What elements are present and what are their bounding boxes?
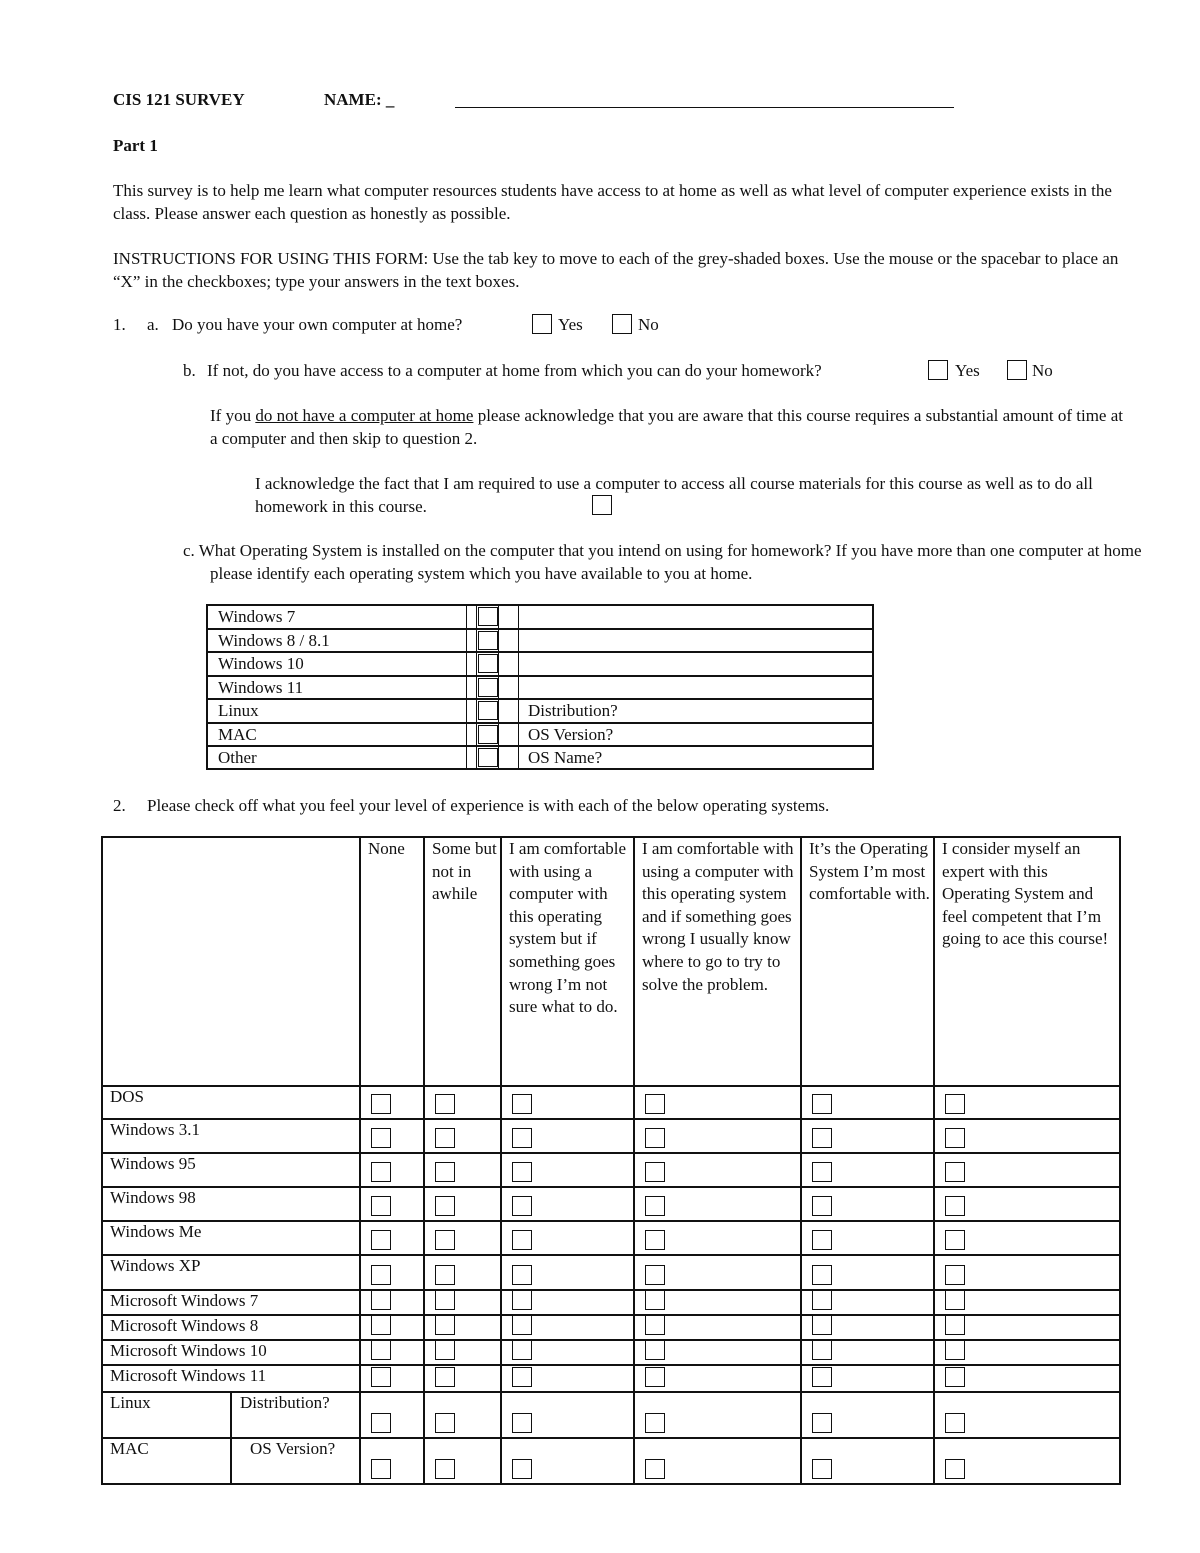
experience-checkbox[interactable] — [371, 1315, 391, 1335]
experience-checkbox[interactable] — [945, 1094, 965, 1114]
experience-checkbox[interactable] — [812, 1196, 832, 1216]
experience-checkbox[interactable] — [945, 1265, 965, 1285]
os-cell-divider — [476, 606, 477, 628]
os-name: Windows 10 — [218, 654, 304, 673]
os-checkbox[interactable] — [478, 654, 498, 673]
grid-row-sub-label: OS Version? — [250, 1439, 336, 1458]
os-cell-divider — [476, 653, 477, 675]
grid-column-header: I am comfortable with using a computer with this operating system but if something goes wrong I’m not sure what to do. — [509, 839, 627, 1017]
grid-line — [101, 836, 103, 1485]
experience-checkbox[interactable] — [645, 1413, 665, 1433]
os-checkbox[interactable] — [478, 701, 498, 720]
experience-checkbox[interactable] — [512, 1459, 532, 1479]
experience-checkbox[interactable] — [435, 1162, 455, 1182]
q1-note: If you do not have a computer at home please acknowledge that you are aware that this course requires a substantial amount of time at a computer and then skip to question 2. — [210, 406, 1123, 448]
experience-checkbox[interactable] — [945, 1196, 965, 1216]
experience-checkbox[interactable] — [371, 1367, 391, 1387]
os-table-row — [208, 630, 872, 653]
q2-number: 2. — [113, 796, 126, 815]
os-table-row — [208, 747, 872, 768]
experience-checkbox[interactable] — [435, 1196, 455, 1216]
name-field[interactable] — [455, 107, 954, 108]
grid-row-label: Linux — [110, 1393, 151, 1412]
os-text-field[interactable] — [528, 606, 858, 626]
grid-line — [800, 836, 802, 1485]
grid-row-label: Microsoft Windows 11 — [110, 1366, 267, 1385]
os-checkbox[interactable] — [478, 607, 498, 626]
q2-text: Please check off what you feel your level of experience is with each of the below operating systems. — [147, 796, 830, 815]
grid-row-label: Windows 95 — [110, 1154, 196, 1173]
experience-checkbox[interactable] — [435, 1340, 455, 1360]
grid-line — [101, 1220, 1121, 1222]
experience-checkbox[interactable] — [945, 1162, 965, 1182]
experience-checkbox[interactable] — [645, 1459, 665, 1479]
experience-checkbox[interactable] — [812, 1413, 832, 1433]
experience-checkbox[interactable] — [371, 1128, 391, 1148]
q1b-yes-checkbox[interactable] — [928, 360, 948, 380]
os-cell-divider — [498, 700, 499, 722]
grid-row-label: MAC — [110, 1439, 149, 1458]
os-cell-divider — [466, 630, 467, 651]
grid-column-header: It’s the Operating System I’m most comfortable with. — [809, 839, 930, 904]
experience-checkbox[interactable] — [645, 1315, 665, 1335]
os-cell-divider — [518, 677, 519, 698]
experience-checkbox[interactable] — [512, 1367, 532, 1387]
experience-checkbox[interactable] — [512, 1265, 532, 1285]
experience-checkbox[interactable] — [945, 1290, 965, 1310]
q1b-text: If not, do you have access to a computer at home from which you can do your homework? — [207, 361, 822, 380]
os-table-row — [208, 700, 872, 724]
os-text-field[interactable] — [528, 677, 858, 697]
grid-line — [101, 1118, 1121, 1120]
os-cell-divider — [498, 653, 499, 675]
os-cell-divider — [476, 700, 477, 722]
experience-checkbox[interactable] — [945, 1340, 965, 1360]
experience-checkbox[interactable] — [512, 1230, 532, 1250]
os-cell-divider — [498, 606, 499, 628]
experience-checkbox[interactable] — [435, 1265, 455, 1285]
experience-checkbox[interactable] — [812, 1094, 832, 1114]
experience-checkbox[interactable] — [435, 1459, 455, 1479]
grid-column-header: Some but not in awhile — [432, 839, 497, 904]
os-cell-divider — [476, 724, 477, 745]
os-cell-divider — [466, 677, 467, 698]
experience-checkbox[interactable] — [435, 1367, 455, 1387]
os-cell-divider — [466, 700, 467, 722]
experience-checkbox[interactable] — [812, 1290, 832, 1310]
experience-grid — [101, 836, 1121, 1486]
os-name: Windows 7 — [218, 607, 296, 626]
q1a-yes-checkbox[interactable] — [532, 314, 552, 334]
experience-checkbox[interactable] — [812, 1340, 832, 1360]
grid-row-sub-label: Distribution? — [240, 1393, 330, 1412]
grid-column-header: I am comfortable with using a computer with this operating system and if something goes wrong I usually know where to go to try to solve the problem. — [642, 839, 794, 994]
experience-checkbox[interactable] — [371, 1340, 391, 1360]
grid-row-label: Windows Me — [110, 1222, 202, 1241]
part-heading: Part 1 — [113, 136, 158, 155]
experience-checkbox[interactable] — [435, 1413, 455, 1433]
instructions-paragraph: INSTRUCTIONS FOR USING THIS FORM: Use the tab key to move to each of the grey-shaded boxes. Use the mouse or the spacebar to place an “X” in the checkboxes; type your answers in the text boxes. — [113, 249, 1119, 291]
q1b-label: b. — [183, 361, 196, 380]
os-table-row — [208, 653, 872, 677]
q1-number: 1. — [113, 315, 126, 334]
experience-checkbox[interactable] — [645, 1162, 665, 1182]
experience-checkbox[interactable] — [435, 1290, 455, 1310]
experience-checkbox[interactable] — [645, 1094, 665, 1114]
experience-checkbox[interactable] — [512, 1340, 532, 1360]
acknowledge-checkbox[interactable] — [592, 495, 612, 515]
grid-row-label: Microsoft Windows 7 — [110, 1291, 259, 1310]
experience-checkbox[interactable] — [512, 1413, 532, 1433]
os-name: MAC — [218, 725, 257, 744]
experience-checkbox[interactable] — [435, 1230, 455, 1250]
os-extra-label: OS Version? — [528, 725, 614, 744]
grid-row-label: Microsoft Windows 8 — [110, 1316, 259, 1335]
os-text-field[interactable] — [528, 630, 858, 650]
experience-checkbox[interactable] — [645, 1265, 665, 1285]
grid-column-header: None — [368, 839, 405, 858]
os-extra-label: Distribution? — [528, 701, 618, 720]
experience-checkbox[interactable] — [645, 1128, 665, 1148]
grid-row-label: DOS — [110, 1087, 145, 1106]
os-cell-divider — [466, 724, 467, 745]
experience-checkbox[interactable] — [371, 1459, 391, 1479]
grid-column-header: I consider myself an expert with this Operating System and feel competent that I’m going to ace this course! — [942, 839, 1109, 949]
os-cell-divider — [518, 653, 519, 675]
experience-checkbox[interactable] — [812, 1315, 832, 1335]
acknowledge-text: I acknowledge the fact that I am required to use a computer to access all course materials for this course as well as to do all homework in this course. — [255, 474, 1093, 516]
os-extra-label: OS Name? — [528, 748, 603, 767]
experience-checkbox[interactable] — [645, 1367, 665, 1387]
experience-checkbox[interactable] — [435, 1128, 455, 1148]
grid-line — [101, 1254, 1121, 1256]
intro-paragraph: This survey is to help me learn what computer resources students have access to at home as well as what level of computer experience exists in the class. Please answer each question as honestly as possible. — [113, 181, 1112, 223]
q1b-no-label: No — [1032, 361, 1053, 380]
q1a-no-label: No — [638, 315, 659, 334]
grid-row-label: Windows 3.1 — [110, 1120, 200, 1139]
os-cell-divider — [476, 630, 477, 651]
grid-line — [500, 836, 502, 1485]
grid-line — [101, 1152, 1121, 1154]
experience-checkbox[interactable] — [371, 1265, 391, 1285]
os-cell-divider — [466, 747, 467, 768]
os-cell-divider — [498, 677, 499, 698]
experience-checkbox[interactable] — [812, 1459, 832, 1479]
q1a-no-checkbox[interactable] — [612, 314, 632, 334]
experience-checkbox[interactable] — [371, 1230, 391, 1250]
experience-checkbox[interactable] — [512, 1094, 532, 1114]
grid-row-label: Windows XP — [110, 1256, 201, 1275]
os-cell-divider — [518, 700, 519, 722]
experience-checkbox[interactable] — [512, 1196, 532, 1216]
os-cell-divider — [518, 747, 519, 768]
experience-checkbox[interactable] — [512, 1162, 532, 1182]
experience-checkbox[interactable] — [371, 1196, 391, 1216]
os-table — [206, 604, 874, 770]
os-checkbox[interactable] — [478, 678, 498, 697]
experience-checkbox[interactable] — [945, 1230, 965, 1250]
experience-checkbox[interactable] — [812, 1230, 832, 1250]
grid-line — [359, 836, 361, 1485]
grid-line — [101, 1483, 1121, 1485]
experience-checkbox[interactable] — [645, 1340, 665, 1360]
experience-checkbox[interactable] — [371, 1162, 391, 1182]
q1c-text: c. What Operating System is installed on the computer that you intend on using for homework? If you have more than one computer at home please identify each operating system which you have available to you at home. — [183, 541, 1142, 583]
experience-checkbox[interactable] — [812, 1265, 832, 1285]
experience-checkbox[interactable] — [435, 1315, 455, 1335]
os-checkbox[interactable] — [478, 631, 498, 650]
experience-checkbox[interactable] — [512, 1128, 532, 1148]
experience-checkbox[interactable] — [945, 1413, 965, 1433]
experience-checkbox[interactable] — [371, 1094, 391, 1114]
grid-row-label: Windows 98 — [110, 1188, 196, 1207]
experience-checkbox[interactable] — [512, 1315, 532, 1335]
q1a-label: a. — [147, 315, 159, 334]
experience-checkbox[interactable] — [371, 1413, 391, 1433]
grid-line — [230, 1391, 232, 1485]
os-cell-divider — [466, 653, 467, 675]
grid-line — [101, 1186, 1121, 1188]
os-cell-divider — [498, 747, 499, 768]
q1a-text: Do you have your own computer at home? — [172, 315, 463, 334]
survey-title: CIS 121 SURVEY — [113, 90, 245, 109]
os-table-row — [208, 724, 872, 747]
os-name: Linux — [218, 701, 259, 720]
experience-checkbox[interactable] — [371, 1290, 391, 1310]
os-checkbox[interactable] — [478, 748, 498, 767]
q1a-yes-label: Yes — [558, 315, 583, 334]
os-checkbox[interactable] — [478, 725, 498, 744]
experience-checkbox[interactable] — [945, 1128, 965, 1148]
os-name: Windows 11 — [218, 678, 304, 697]
experience-checkbox[interactable] — [945, 1459, 965, 1479]
grid-line — [933, 836, 935, 1485]
name-label: NAME: _ — [324, 90, 395, 109]
grid-row-label: Microsoft Windows 10 — [110, 1341, 267, 1360]
q1b-no-checkbox[interactable] — [1007, 360, 1027, 380]
os-text-field[interactable] — [528, 653, 858, 673]
q1b-yes-label: Yes — [955, 361, 980, 380]
grid-line — [1119, 836, 1121, 1485]
os-cell-divider — [518, 724, 519, 745]
os-table-row — [208, 677, 872, 700]
os-name: Windows 8 / 8.1 — [218, 631, 330, 650]
os-cell-divider — [476, 677, 477, 698]
os-cell-divider — [466, 606, 467, 628]
os-cell-divider — [476, 747, 477, 768]
experience-checkbox[interactable] — [435, 1094, 455, 1114]
experience-checkbox[interactable] — [645, 1290, 665, 1310]
grid-line — [423, 836, 425, 1485]
os-cell-divider — [498, 724, 499, 745]
experience-checkbox[interactable] — [812, 1162, 832, 1182]
experience-checkbox[interactable] — [512, 1290, 532, 1310]
os-name: Other — [218, 748, 257, 767]
os-table-row — [208, 606, 872, 630]
experience-checkbox[interactable] — [945, 1315, 965, 1335]
experience-checkbox[interactable] — [945, 1367, 965, 1387]
grid-line — [101, 1085, 1121, 1087]
os-cell-divider — [518, 630, 519, 651]
experience-checkbox[interactable] — [645, 1196, 665, 1216]
os-cell-divider — [518, 606, 519, 628]
grid-line — [633, 836, 635, 1485]
experience-checkbox[interactable] — [812, 1128, 832, 1148]
experience-checkbox[interactable] — [812, 1367, 832, 1387]
os-cell-divider — [498, 630, 499, 651]
experience-checkbox[interactable] — [645, 1230, 665, 1250]
